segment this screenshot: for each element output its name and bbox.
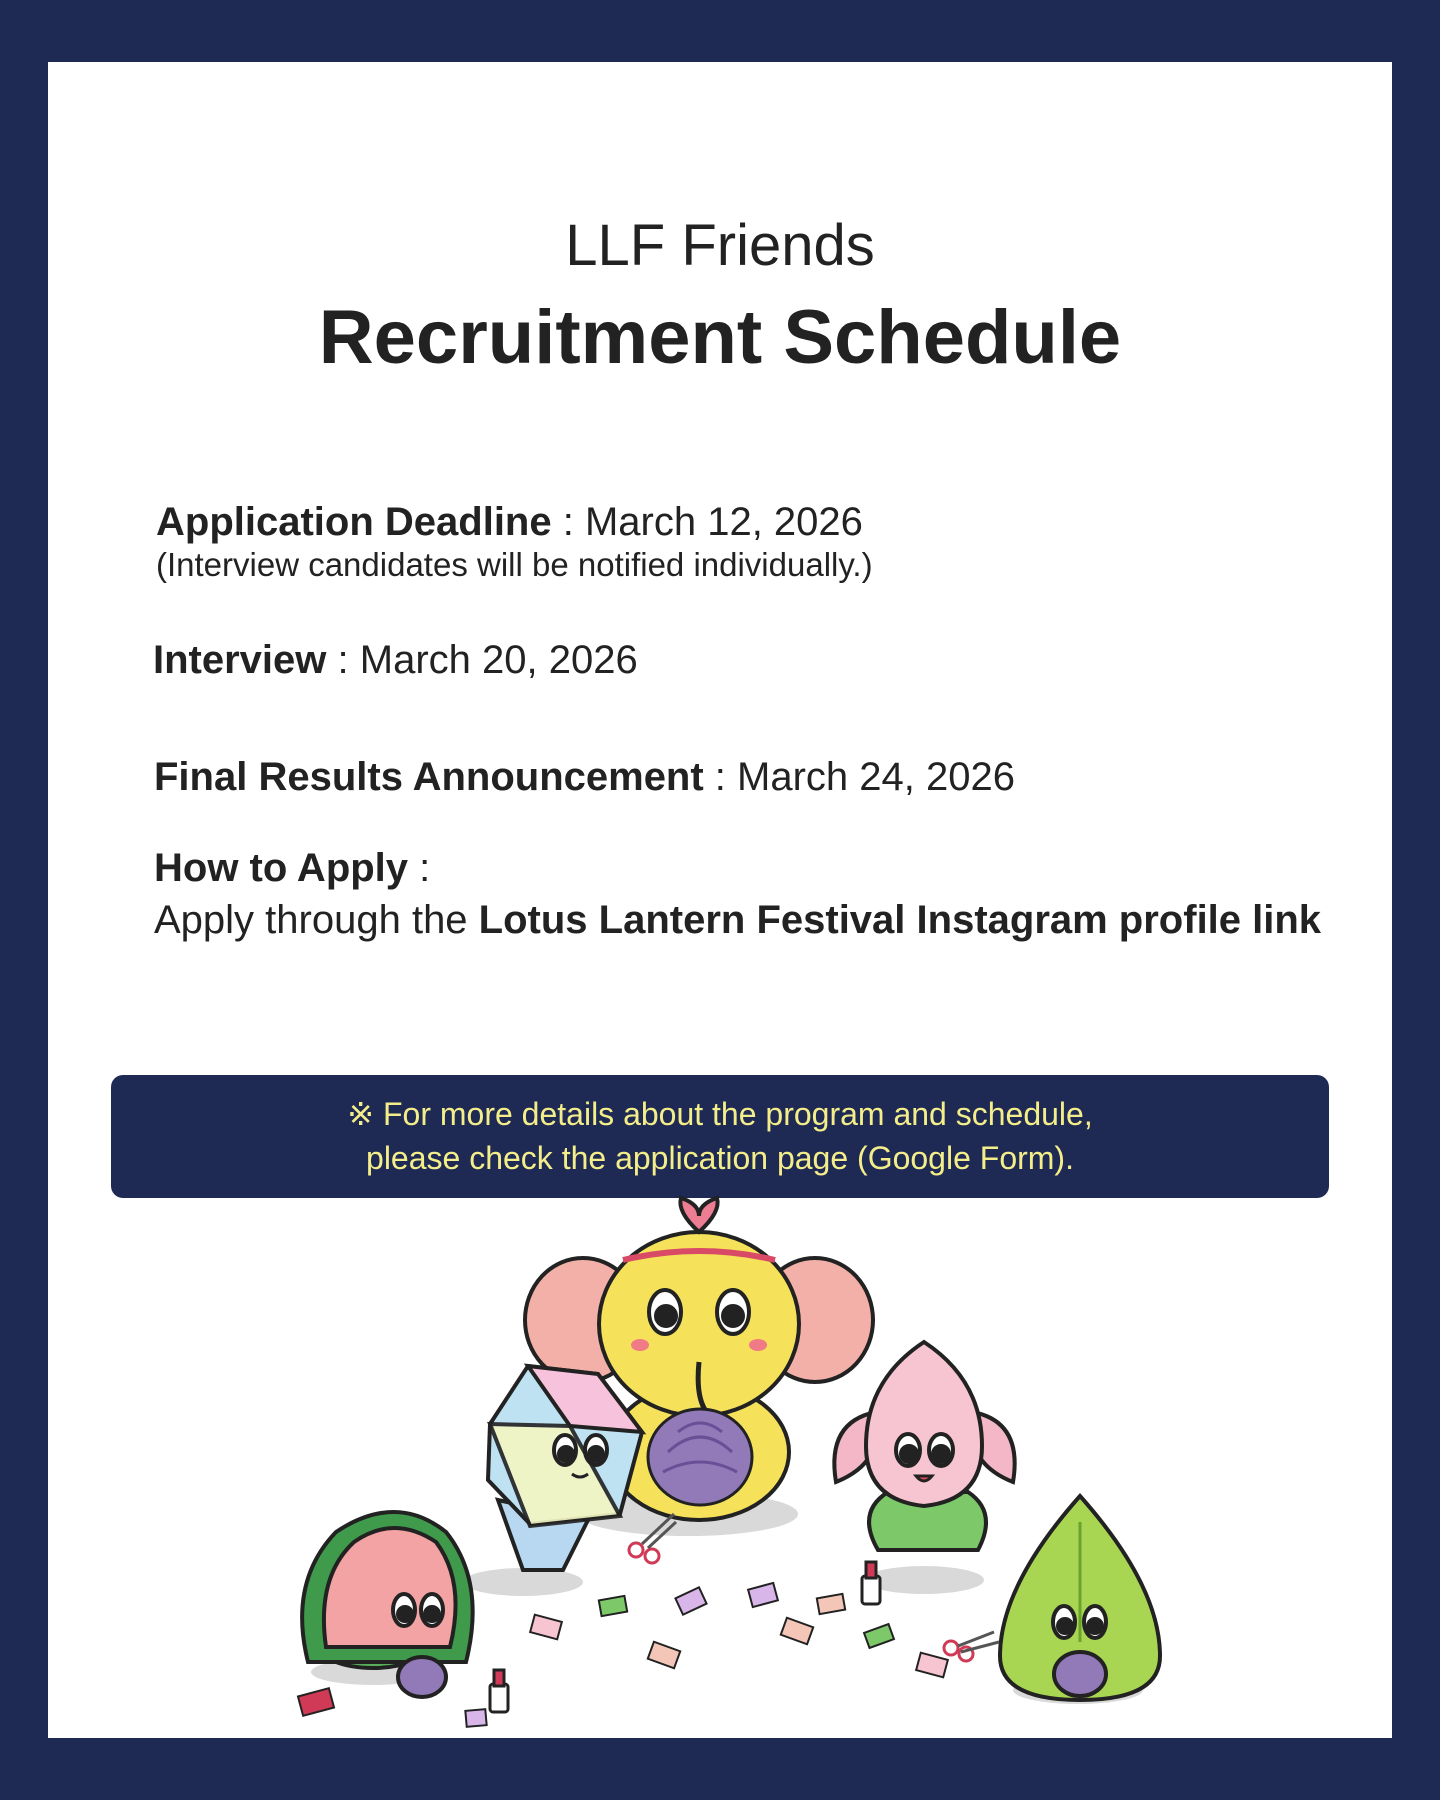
deadline-value: March 12, 2026 [584,500,863,544]
elephant-character-icon [525,1198,873,1520]
interview-row [153,636,638,684]
interview-value: March 20, 2026 [359,638,638,682]
watermelon-character-icon [302,1512,473,1697]
interview-separator: : [326,638,360,682]
paper-scraps-icon [298,1583,948,1727]
results-row [154,753,1015,801]
crystal-character-icon [488,1366,642,1570]
scissors-icon [629,1514,999,1661]
info-banner [111,1075,1329,1198]
artichoke-icon [648,1409,752,1505]
interview-label: Interview [153,638,327,682]
banner-line-1: ※ For more details about the program and schedule, [347,1096,1093,1133]
page-title: Recruitment Schedule [318,295,1122,380]
deadline-row [156,498,863,546]
lotus-character-icon [834,1342,1014,1550]
deadline-note: (Interview candidates will be notified individually.) [156,546,873,583]
apply-text [154,896,1321,944]
content-card [48,62,1392,1738]
apply-separator: : [408,846,431,890]
page-subtitle: LLF Friends [565,213,875,278]
deadline-label: Application Deadline [156,500,552,544]
results-separator: : [703,755,738,799]
leaf-character-icon [1000,1496,1160,1700]
apply-text-prefix: Apply through the [154,898,479,942]
ground-shadows [311,1492,1143,1704]
results-value: March 24, 2026 [737,755,1015,799]
results-label: Final Results Announcement [154,755,704,799]
banner-line-2: please check the application page (Google Form). [366,1139,1074,1176]
apply-label: How to Apply [154,846,409,890]
glue-bottle-icon [490,1562,880,1712]
deadline-separator: : [551,500,585,544]
apply-text-link-name: Lotus Lantern Festival Instagram profile link [478,898,1322,942]
apply-row [154,844,430,892]
